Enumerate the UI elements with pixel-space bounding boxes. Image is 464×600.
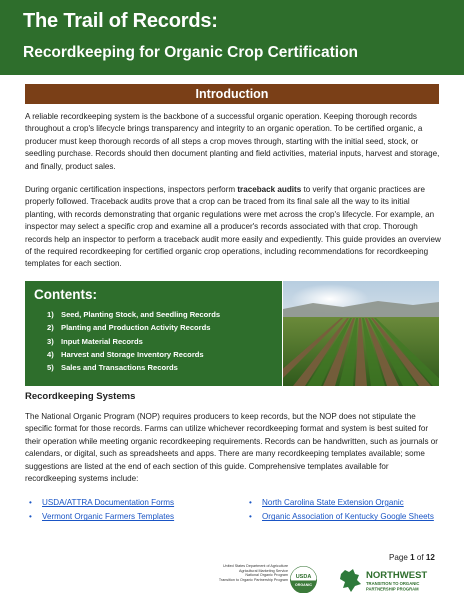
contents-item-number: 2) [47,323,54,333]
bullet-icon: • [29,512,32,522]
vermont-organic-templates-link[interactable]: Vermont Organic Farmers Templates [42,512,175,522]
contents-item[interactable] [47,335,220,348]
page-current: 1 [410,553,415,562]
contents-item[interactable] [47,308,220,321]
agency-line: United States Department of Agriculture [223,564,288,568]
ntop-name: NORTHWEST [366,570,428,581]
contents-item-number: 4) [47,349,54,359]
contents-title: Contents: [34,287,97,302]
usda-seal-text: USDA [295,574,312,580]
recordkeeping-heading: Recordkeeping Systems [25,391,136,402]
template-links-right [247,497,437,526]
agency-line: Transition to Organic Partnership Program [218,577,288,582]
template-links-left [27,497,227,526]
contents-item[interactable] [47,361,220,374]
traceback-audits-term: traceback audits [237,185,302,194]
ntop-tagline: PARTNERSHIP PROGRAM [366,586,419,592]
page-of: of [414,553,426,562]
contents-item-number: 3) [47,336,54,346]
introduction-paragraph-1: A reliable recordkeeping system is the backbone of a successful organic operation. Keeping thorough records throughout a crop's lifecycle brings transparency and integrity to an organic operation. To be certified organic, a producer must keep thorough records of all steps a crop moves through, starting with the initial seed, stock, or seedling purchase. Records should then document planting and field activities, material inputs, harvest and storage, and finally, product sales. [25,112,440,171]
agency-credit [198,564,288,582]
page-label: Page [389,553,411,562]
contents-list [47,308,220,374]
contents-item-label: Seed, Planting Stock, and Seedling Records [61,310,221,319]
template-link-item [247,511,437,523]
contents-item-label: Input Material Records [61,336,143,346]
document-subtitle: Recordkeeping for Organic Crop Certification [23,44,359,61]
ntop-tagline: TRANSITION TO ORGANIC [366,581,420,586]
contents-item[interactable] [47,321,220,334]
page-total: 12 [425,553,435,562]
contents-item-number: 1) [47,310,54,319]
usda-attra-forms-link[interactable]: USDA/ATTRA Documentation Forms [42,498,175,507]
contents-box [25,281,282,386]
document-title: The Trail of Records: [23,10,218,32]
agency-line: National Organic Program [245,573,288,578]
kentucky-google-sheets-link[interactable]: Organic Association of Kentucky Google Sheets [262,512,434,522]
contents-item-label: Sales and Transactions Records [61,363,178,373]
crop-field-photo [283,281,439,386]
template-link-item [27,497,227,509]
ntop-logo [339,566,439,596]
usda-seal-subtext: ORGANIC [295,583,312,587]
agency-line: Agricultural Marketing Service [239,568,288,573]
template-link-item [247,497,437,509]
template-link-item [27,511,227,523]
recordkeeping-paragraph: The National Organic Program (NOP) requires producers to keep records, but the NOP does not stipulate the specific format for those records. Farms can utilize whichever recordkeeping format and system is best suited for their operation while meeting organic recordkeeping requirements. Records can be handwritten, such as journals or calendars, or digital, such as spreadsheets and apps. There are many recordkeeping templates available; some suggestions are listed at the end of each section of this guide. Comprehensive templates available for recordkeeping systems include: [25,412,439,484]
nc-state-extension-link[interactable]: North Carolina State Extension Organic [262,498,404,507]
contents-item-label: Planting and Production Activity Records [61,323,211,333]
usda-organic-seal [290,566,317,593]
contents-item-label: Harvest and Storage Inventory Records [61,349,204,359]
region-map-icon [340,569,361,592]
paragraph-text: to verify that organic practices are properly followed. Traceback audits prove that a crop can be traced from its final sale all the way to its initial planting, with records demonstrating that organic regulations were met across the crop's lifecycle. For example, an inspector may select a specific crop and examine all a producer's records associated with that crop. Thorough records help an inspector to perform a traceback audit more easily and expediently. This guide provides an overview of the required recordkeeping for certified organic crop operations, including recommendations for recordkeeping templates for each section. [25,185,441,269]
bullet-icon: • [249,498,252,507]
page-number [389,553,435,562]
bullet-icon: • [249,512,252,522]
contents-item-number: 5) [47,363,54,373]
paragraph-text: During organic certification inspections, inspectors perform [25,185,238,194]
contents-item[interactable] [47,348,220,361]
introduction-heading: Introduction [25,84,439,104]
header-banner [0,0,464,75]
bullet-icon: • [29,498,32,507]
introduction-paragraph-2 [25,184,441,271]
